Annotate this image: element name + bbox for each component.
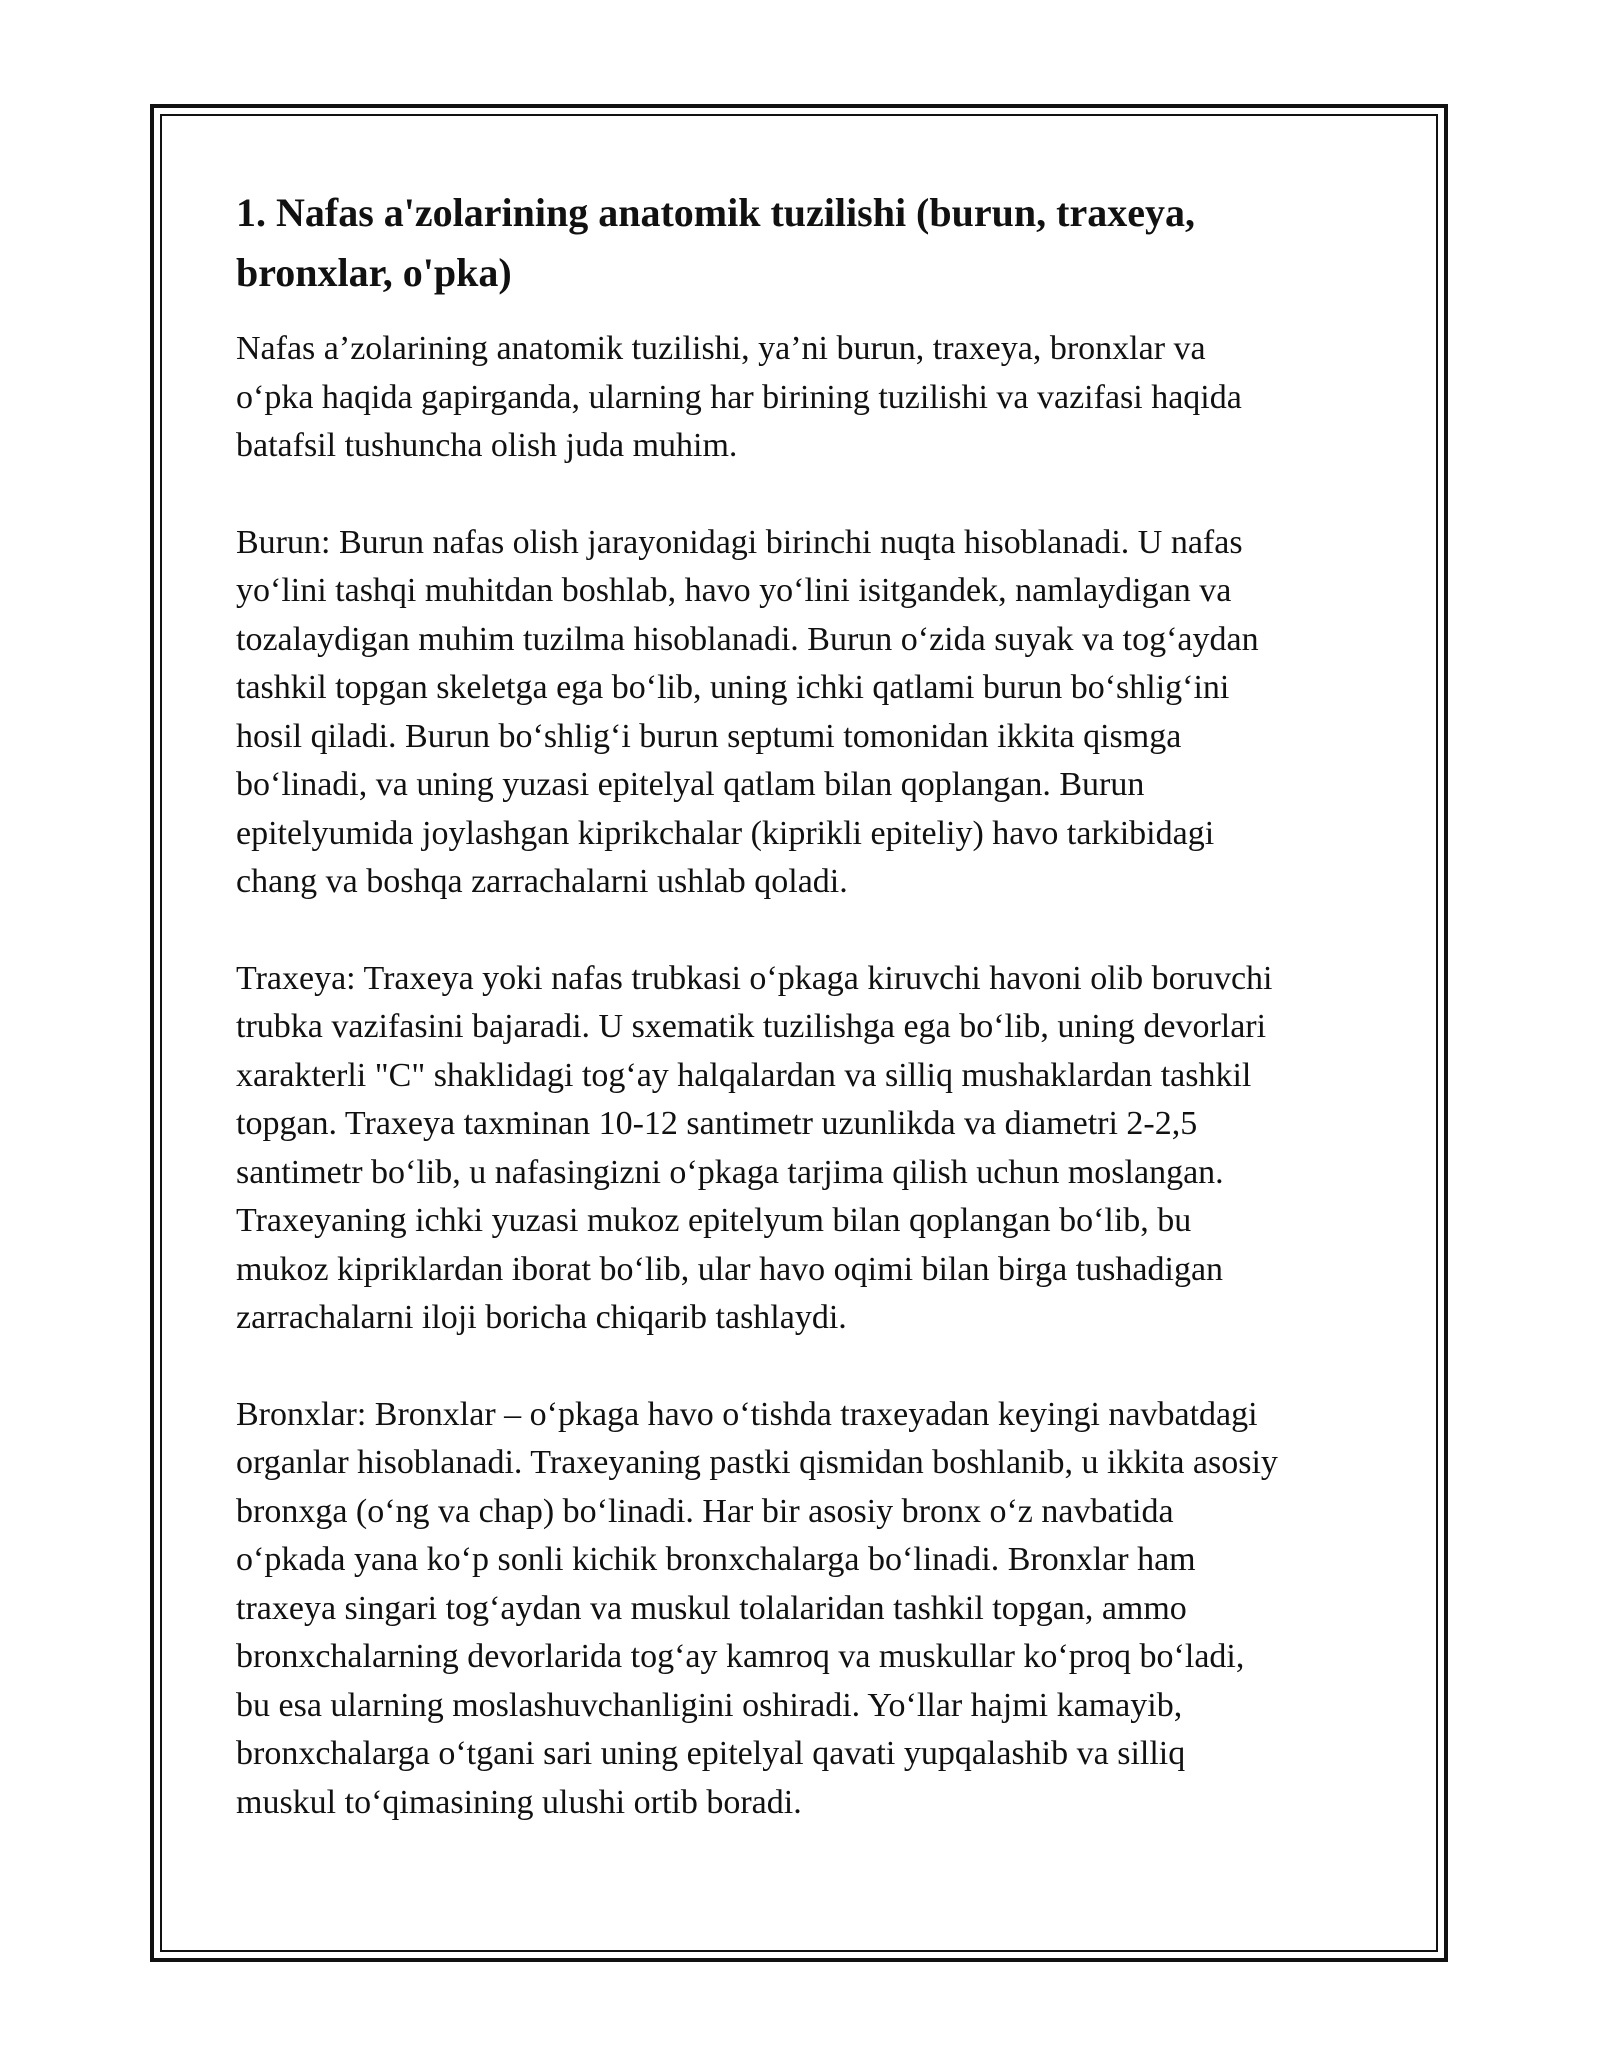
text-line: bronxchalarga o‘tgani sari uning epitelyal qavati yupqalashib va silliq bbox=[236, 1735, 1186, 1772]
text-line: traxeya singari tog‘aydan va muskul tolalaridan tashkil topgan, ammo bbox=[236, 1589, 1187, 1627]
section-heading bbox=[236, 183, 1376, 303]
text-line: santimetr bo‘lib, u nafasingizni o‘pkaga tarjima qilish uchun moslangan. bbox=[236, 1153, 1224, 1191]
text-line: batafsil tushuncha olish juda muhim. bbox=[236, 427, 738, 464]
text-line: bo‘linadi, va uning yuzasi epitelyal qatlam bilan qoplangan. Burun bbox=[236, 766, 1145, 803]
text-line: bronxchalarning devorlarida tog‘ay kamroq va muskullar ko‘proq bo‘ladi, bbox=[236, 1638, 1245, 1675]
text-line: o‘pka haqida gapirganda, ularning har birining tuzilishi va vazifasi haqida bbox=[236, 378, 1242, 416]
text-line: Burun: Burun nafas olish jarayonidagi birinchi nuqta hisoblanadi. U nafas bbox=[236, 523, 1243, 561]
text-line: Traxeya: Traxeya yoki nafas trubkasi o‘pkaga kiruvchi havoni olib boruvchi bbox=[236, 959, 1273, 997]
paragraph-intro bbox=[236, 325, 1376, 471]
text-line: hosil qiladi. Burun bo‘shlig‘i burun septumi tomonidan ikkita qismga bbox=[236, 717, 1182, 755]
text-line: Traxeyaning ichki yuzasi mukoz epitelyum bilan qoplangan bo‘lib, bu bbox=[236, 1202, 1192, 1239]
heading-line: 1. Nafas a'zolarining anatomik tuzilishi (burun, traxeya, bbox=[236, 190, 1195, 235]
heading-line: bronxlar, o'pka) bbox=[236, 250, 512, 295]
text-line: tashkil topgan skeletga ega bo‘lib, uning ichki qatlami burun bo‘shlig‘ini bbox=[236, 669, 1230, 706]
text-line: muskul to‘qimasining ulushi ortib boradi. bbox=[236, 1783, 802, 1821]
text-line: tozalaydigan muhim tuzilma hisoblanadi. Burun o‘zida suyak va tog‘aydan bbox=[236, 620, 1259, 658]
paragraph-bronxlar bbox=[236, 1391, 1376, 1828]
text-line: trubka vazifasini bajaradi. U sxematik tuzilishga ega bo‘lib, uning devorlari bbox=[236, 1008, 1267, 1045]
text-line: Nafas a’zolarining anatomik tuzilishi, ya’ni burun, traxeya, bronxlar va bbox=[236, 330, 1206, 367]
text-line: bronxga (o‘ng va chap) bo‘linadi. Har bir asosiy bronx o‘z navbatida bbox=[236, 1492, 1174, 1530]
text-line: Bronxlar: Bronxlar – o‘pkaga havo o‘tishda traxeyadan keyingi navbatdagi bbox=[236, 1395, 1258, 1433]
document-body bbox=[236, 183, 1376, 1875]
text-line: yo‘lini tashqi muhitdan boshlab, havo yo‘lini isitgandek, namlaydigan va bbox=[236, 572, 1232, 609]
text-line: topgan. Traxeya taxminan 10-12 santimetr uzunlikda va diametri 2-2,5 bbox=[236, 1105, 1198, 1142]
text-line: epitelyumida joylashgan kiprikchalar (kiprikli epiteliy) havo tarkibidagi bbox=[236, 814, 1215, 852]
paragraph-traxeya bbox=[236, 955, 1376, 1343]
text-line: chang va boshqa zarrachalarni ushlab qoladi. bbox=[236, 863, 848, 900]
text-line: xarakterli "C" shaklidagi tog‘ay halqalardan va silliq mushaklardan tashkil bbox=[236, 1056, 1252, 1094]
text-line: o‘pkada yana ko‘p sonli kichik bronxchalarga bo‘linadi. Bronxlar ham bbox=[236, 1541, 1196, 1578]
paragraph-burun bbox=[236, 519, 1376, 907]
text-line: bu esa ularning moslashuvchanligini oshiradi. Yo‘llar hajmi kamayib, bbox=[236, 1686, 1183, 1724]
text-line: mukoz kipriklardan iborat bo‘lib, ular havo oqimi bilan birga tushadigan bbox=[236, 1250, 1224, 1288]
text-line: organlar hisoblanadi. Traxeyaning pastki qismidan boshlanib, u ikkita asosiy bbox=[236, 1444, 1278, 1481]
text-line: zarrachalarni iloji boricha chiqarib tashlaydi. bbox=[236, 1299, 847, 1336]
